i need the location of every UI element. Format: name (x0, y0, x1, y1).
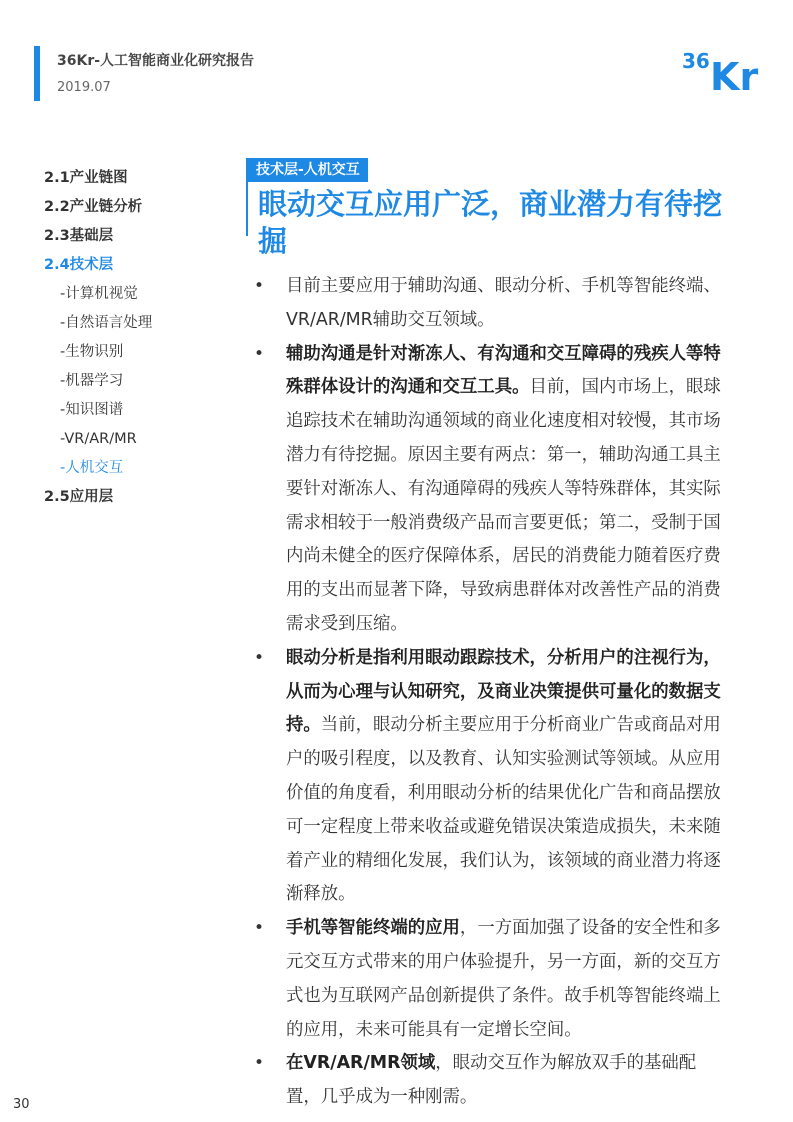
toc-item-2-3[interactable]: 2.3基础层 (44, 228, 114, 244)
report-date: 2019.07 (57, 80, 111, 95)
toc-subitem-nlp[interactable]: -自然语言处理 (60, 315, 153, 331)
report-title: 36Kr-人工智能商业化研究报告 (57, 53, 255, 69)
toc-subitem-knowledge-graph[interactable]: -知识图谱 (60, 402, 124, 418)
section-tag: 技术层-人机交互 (248, 158, 368, 182)
36kr-logo (680, 40, 765, 95)
toc-subitem-vr-ar-mr[interactable]: -VR/AR/MR (60, 431, 137, 447)
toc-subitem-hci-active[interactable]: -人机交互 (60, 460, 124, 476)
toc-subitem-computer-vision[interactable]: -计算机视觉 (60, 286, 138, 302)
toc-item-2-5[interactable]: 2.5应用层 (44, 489, 114, 505)
bullet-body-text: 目前，国内市场上，眼球追踪技术在辅助沟通领域的商业化速度相对较慢，其市场潜力有待挖掘。原因主要有两点：第一，辅助沟通工具主要针对渐冻人、有沟通障碍的残疾人等特殊群体，其实际需求相较于一般消费级产品而言要更低；第二，受制于国内尚未健全的医疗保障体系，居民的消费能力随着医疗费用的支出而显著下降，导致病患群体对改善性产品的消费需求受到压缩。 (286, 377, 721, 634)
bullet-dot-icon: • (254, 647, 265, 668)
toc-item-2-1[interactable]: 2.1产业链图 (44, 170, 128, 186)
table-of-contents (44, 164, 224, 512)
bullet-body-text: 当前，眼动分析主要应用于分析商业广告或商品对用户的吸引程度，以及教育、认知实验测试等领域。从应用价值的角度看，利用眼动分析的结果优化广告和商品摆放可一定程度上带来收益或避免错误决策造成损失，未来随着产业的精细化发展，我们认为，该领域的商业潜力将逐渐释放。 (286, 715, 721, 905)
bullet-item (252, 1047, 727, 1115)
section-headline: 眼动交互应用广泛，商业潜力有待挖掘 (258, 187, 723, 258)
bullet-dot-icon: • (254, 1053, 265, 1074)
toc-item-2-2[interactable]: 2.2产业链分析 (44, 199, 143, 215)
bullet-item (252, 912, 727, 1047)
bullet-list (252, 270, 727, 1115)
bullet-dot-icon: • (254, 918, 265, 939)
bullet-item (252, 338, 727, 642)
bullet-bold-text: 手机等智能终端的应用 (286, 918, 460, 939)
bullet-dot-icon: • (254, 343, 265, 364)
toc-item-2-4-active[interactable]: 2.4技术层 (44, 257, 114, 273)
bullet-item (252, 642, 727, 912)
header-accent-bar (34, 46, 40, 101)
bullet-body-text: ，眼动交互作为解放双手的基础配置，几乎成为一种刚需。 (286, 1053, 697, 1108)
page-number: 30 (13, 1097, 30, 1112)
bullet-bold-text: 在VR/AR/MR领域 (286, 1053, 436, 1074)
toc-subitem-biometrics[interactable]: -生物识别 (60, 344, 124, 360)
bullet-bold-text: 眼动分析是指利用眼动跟踪技术，分析用户的注视行为，从而为心理与认知研究，及商业决策提供可量化的数据支持。 (286, 647, 721, 736)
bullet-item (252, 270, 727, 338)
bullet-dot-icon: • (254, 276, 265, 296)
svg-text:Kr: Kr (710, 55, 759, 95)
svg-text:36: 36 (682, 49, 710, 73)
toc-subitem-machine-learning[interactable]: -机器学习 (60, 373, 124, 389)
bullet-body-text: 目前主要应用于辅助沟通、眼动分析、手机等智能终端、VR/AR/MR辅助交互领域。 (286, 276, 721, 330)
bullet-bold-text: 辅助沟通是针对渐冻人、有沟通和交互障碍的残疾人等特殊群体设计的沟通和交互工具。 (286, 343, 721, 398)
bullet-body-text: ，一方面加强了设备的安全性和多元交互方式带来的用户体验提升，另一方面，新的交互方式也为互联网产品创新提供了条件。故手机等智能终端上的应用，未来可能具有一定增长空间。 (286, 918, 721, 1040)
